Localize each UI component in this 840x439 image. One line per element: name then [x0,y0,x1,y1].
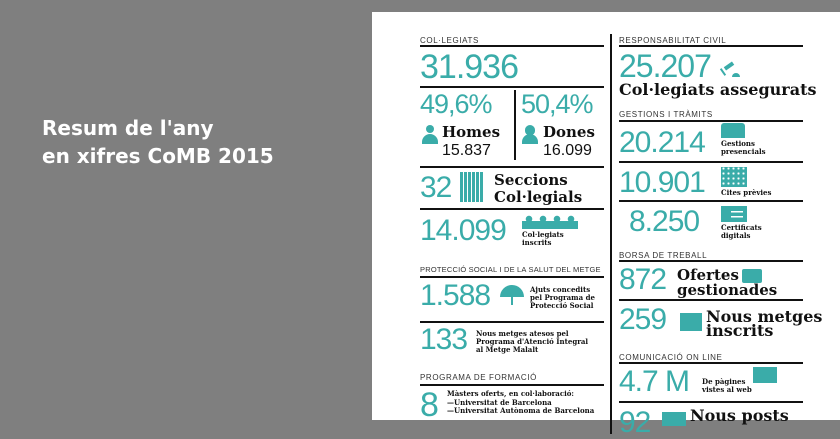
umbrella-icon [500,285,524,305]
divider [619,362,803,364]
pagines-line-1: De pàgines [702,377,746,386]
masters-label [447,390,594,416]
rc-value: 25.207 [619,48,711,84]
divider [619,401,803,403]
certificats-line-2: digitals [721,231,751,240]
ajuts-line-3: Protecció Social [530,301,594,310]
metges-line-1: Nous metges [706,307,823,326]
divider [619,45,803,47]
divider [420,384,604,386]
profile-card-icon [680,313,702,331]
presencials-label [721,140,766,156]
rc-caption: Col·legiats assegurats [619,80,817,99]
men-percent: 49,6% [420,89,492,119]
people-group-icon [522,215,578,229]
ofertes-line-2: gestionades [677,281,778,299]
post-icon [662,412,686,426]
enrolled-value: 14.099 [420,214,506,247]
cites-label: Cites prèvies [721,188,772,197]
divider [619,200,803,202]
woman-icon [522,125,538,145]
people-desk-icon [721,123,745,138]
building-icon [460,172,484,202]
certificats-label [721,224,762,240]
headline-line-2: en xifres CoMB 2015 [42,144,274,168]
certificats-value: 8.250 [629,205,700,238]
metges-value: 259 [619,303,667,336]
paimm-label [476,330,588,354]
divider-vertical [514,90,516,160]
ofertes-label [677,268,777,298]
masters-value: 8 [420,386,438,424]
column-divider [610,34,612,434]
ajuts-label [530,286,595,310]
men-count: 15.837 [442,142,491,159]
divider [619,161,803,163]
browser-cursor-icon [753,367,777,383]
divider [420,86,604,88]
divider [420,45,604,47]
presencials-line-2: presencials [721,147,766,156]
women-count: 16.099 [543,142,592,159]
certificats-line-1: Certificats [721,223,762,232]
headline [42,114,274,170]
ajuts-value: 1.588 [420,279,491,312]
ajuts-line-1: Ajuts concedits [530,285,591,294]
divider [420,166,604,168]
women-percent: 50,4% [521,89,593,119]
divider [619,120,803,122]
paimm-line-2: Programa d'Atenció Integral [476,337,589,346]
paimm-value: 133 [420,323,468,356]
pagines-label [702,378,752,394]
women-label: Dones [543,123,595,141]
divider [420,208,604,210]
masters-line-1: Màsters oferts, en col·laboració: [447,389,575,398]
sections-label-line-1: Seccions [494,171,568,189]
cites-value: 10.901 [619,166,705,199]
section-label-online: COMUNICACIÓ ON LINE [619,353,723,362]
section-label-colegiats: COL·LEGIATS [420,36,479,45]
posts-label: Nous posts [690,406,789,425]
sections-label [494,172,582,206]
divider [619,299,803,301]
section-label-rc: RESPONSABILITAT CIVIL [619,36,727,45]
headline-line-1: Resum de l'any [42,116,214,140]
certificate-icon [721,206,747,222]
man-icon [422,125,438,145]
total-colegiats: 31.936 [420,48,518,86]
enrolled-label-line-2: inscrits [522,238,552,247]
metges-label [706,307,823,340]
ofertes-line-1: Ofertes [677,266,739,284]
men-label: Homes [442,123,501,141]
divider [619,260,803,262]
divider [420,276,604,278]
section-label-proteccio: PROTECCIÓ SOCIAL I DE LA SALUT DEL METGE [420,265,601,274]
section-label-borsa: BORSA DE TREBALL [619,251,708,260]
posts-value: 92 [619,406,651,439]
masters-line-2: —Universitat de Barcelona [447,397,552,407]
sections-value: 32 [420,171,452,204]
enrolled-label-line-1: Col·legiats [522,230,564,239]
section-label-formacio: PROGRAMA DE FORMACIÓ [420,373,537,382]
masters-line-3: —Universitat Autònoma de Barcelona [447,406,595,415]
paimm-line-1: Nous metges atesos pel [476,329,569,338]
presencials-line-1: Gestions [721,139,755,148]
sections-label-line-2: Col·legials [494,188,583,206]
ofertes-value: 872 [619,263,667,296]
presencials-value: 20.214 [619,126,705,159]
infographic-document [372,12,840,439]
section-label-gestions: GESTIONS I TRÀMITS [619,110,713,119]
calendar-icon [721,167,747,187]
gavel-icon [722,62,740,78]
enrolled-label [522,231,564,247]
ajuts-line-2: pel Programa de [530,293,595,302]
pagines-value: 4.7 M [619,365,690,398]
pagines-line-2: vistes al web [702,385,752,394]
metges-line-2: inscrits [706,321,774,340]
paimm-line-3: al Metge Malalt [476,345,539,354]
